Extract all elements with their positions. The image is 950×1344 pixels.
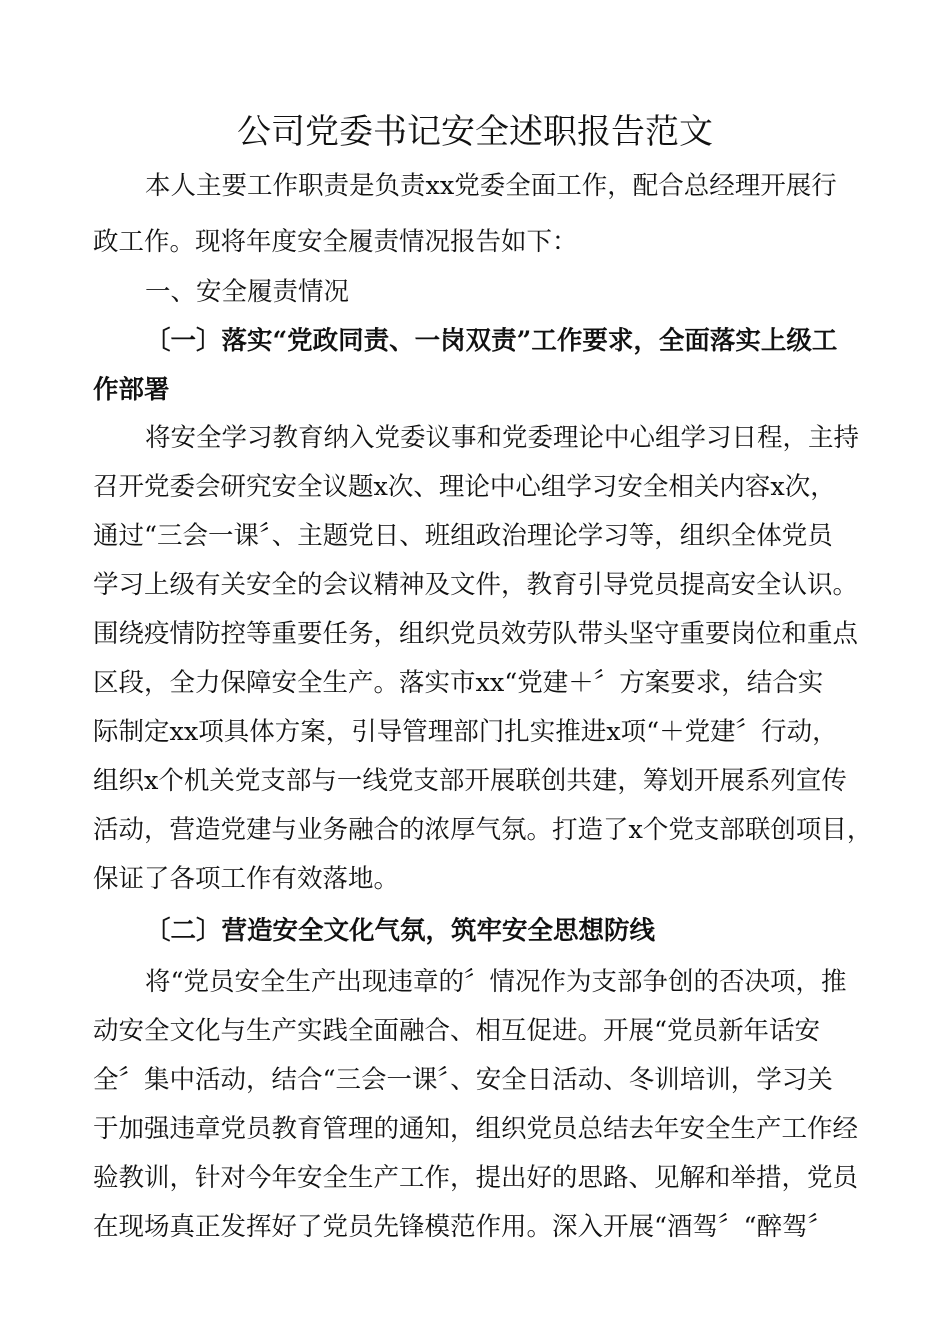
paragraph-line: 于加强违章党员教育管理的通知，组织党员总结去年安全生产工作经 (93, 1114, 859, 1144)
paragraph-line: 际制定xx项具体方案，引导管理部门扎实推进x项“＋党建〞行动， (93, 717, 838, 747)
paragraph-line: 全〞集中活动，结合“三会一课〞、安全日活动、冬训培训，学习关 (93, 1065, 833, 1095)
paragraph-line: 本人主要工作职责是负责xx党委全面工作，配合总经理开展行 (145, 171, 837, 201)
paragraph-line: 召开党委会研究安全议题x次、理论中心组学习安全相关内容x次， (93, 472, 836, 502)
paragraph-line: 活动，营造党建与业务融合的浓厚气氛。打造了x个党支部联创项目， (93, 815, 873, 845)
paragraph-line: 学习上级有关安全的会议精神及文件，教育引导党员提高安全认识。 (93, 570, 859, 600)
paragraph-line: 区段，全力保障安全生产。落实市xx“党建＋〞方案要求，结合实 (93, 668, 824, 698)
paragraph-line: 将安全学习教育纳入党委议事和党委理论中心组学习日程，主持 (145, 423, 860, 453)
paragraph-line: 将“党员安全生产出现违章的〞情况作为支部争创的否决项，推 (145, 967, 847, 997)
paragraph-line: 保证了各项工作有效落地。 (93, 864, 400, 894)
paragraph-line: 政工作。现将年度安全履责情况报告如下： (93, 227, 578, 257)
paragraph-line: 动安全文化与生产实践全面融合、相互促进。开展“党员新年话安 (93, 1016, 821, 1046)
subsection-heading-continued: 作部署 (93, 375, 170, 405)
paragraph-line: 组织x个机关党支部与一线党支部开展联创共建，筹划开展系列宣传 (93, 766, 847, 796)
subsection-heading: 〔一〕落实“党政同责、一岗双责”工作要求，全面落实上级工 (145, 326, 838, 356)
paragraph-line: 在现场真正发挥好了党员先锋模范作用。深入开展“酒驾〞“醉驾〞 (93, 1212, 834, 1242)
paragraph-line: 通过“三会一课〞、主题党日、班组政治理论学习等，组织全体党员 (93, 521, 833, 551)
document-title: 公司党委书记安全述职报告范文 (237, 112, 713, 152)
paragraph-line: 围绕疫情防控等重要任务，组织党员效劳队带头坚守重要岗位和重点 (93, 619, 859, 649)
subsection-heading: 〔二〕营造安全文化气氛，筑牢安全思想防线 (145, 916, 656, 946)
section-heading: 一、安全履责情况 (145, 277, 350, 307)
paragraph-line: 验教训，针对今年安全生产工作，提出好的思路、见解和举措，党员 (93, 1163, 859, 1193)
